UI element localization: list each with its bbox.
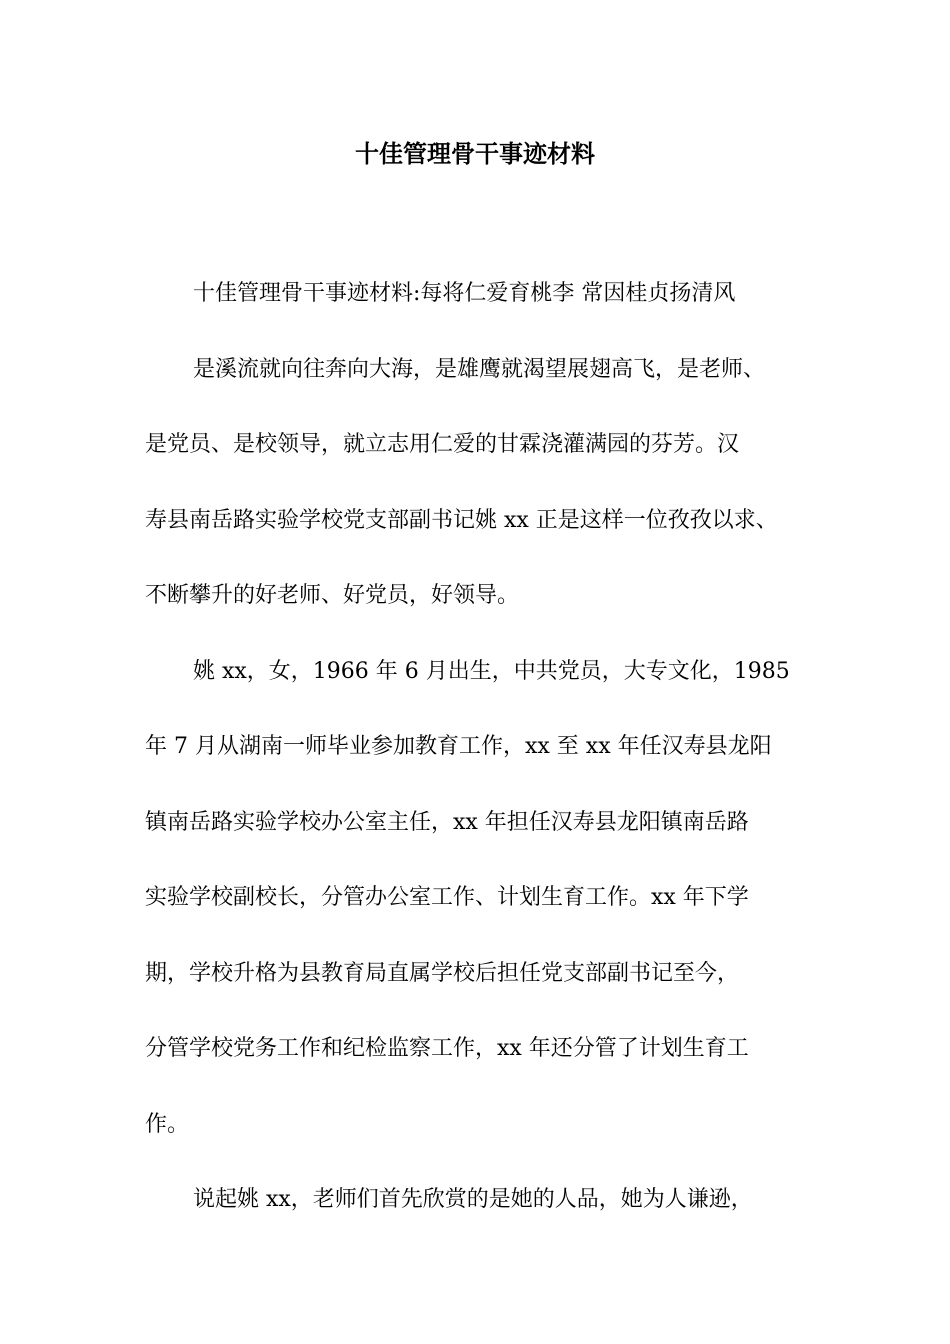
paragraph-line: 年 7 月从湖南一师毕业参加教育工作，xx 至 xx 年任汉寿县龙阳 (145, 734, 772, 759)
paragraph-4 (145, 1162, 835, 1238)
paragraph-line: 是党员、是校领导，就立志用仁爱的甘霖浇灌满园的芬芳。汉 (145, 432, 740, 457)
document-body (145, 256, 835, 1238)
paragraph-line: 镇南岳路实验学校办公室主任，xx 年担任汉寿县龙阳镇南岳路 (145, 809, 749, 835)
paragraph-line: 说起姚 xx，老师们首先欣赏的是她的人品，她为人谦逊， (193, 1187, 753, 1212)
paragraph-line: 分管学校党务工作和纪检监察工作，xx 年还分管了计划生育工 (145, 1036, 749, 1061)
paragraph-1 (145, 256, 835, 332)
paragraph-line: 是溪流就向往奔向大海，是雄鹰就渴望展翅高飞，是老师、 (193, 356, 766, 382)
paragraph-line: 姚 xx，女，1966 年 6 月出生，中共党员，大专文化，1985 (193, 658, 790, 684)
paragraph-3 (145, 634, 835, 1163)
paragraph-2 (145, 332, 835, 634)
paragraph-line: 寿县南岳路实验学校党支部副书记姚 xx 正是这样一位孜孜以求、 (145, 507, 778, 533)
document-title: 十佳管理骨干事迹材料 (355, 139, 595, 168)
paragraph-line: 作。 (145, 1111, 190, 1137)
paragraph-line: 不断攀升的好老师、好党员，好领导。 (145, 583, 520, 608)
paragraph-line: 十佳管理骨干事迹材料:每将仁爱育桃李 常因桂贞扬清风 (193, 281, 736, 306)
paragraph-line: 实验学校副校长，分管办公室工作、计划生育工作。xx 年下学 (145, 885, 749, 910)
paragraph-line: 期，学校升格为县教育局直属学校后担任党支部副书记至今， (145, 960, 740, 986)
